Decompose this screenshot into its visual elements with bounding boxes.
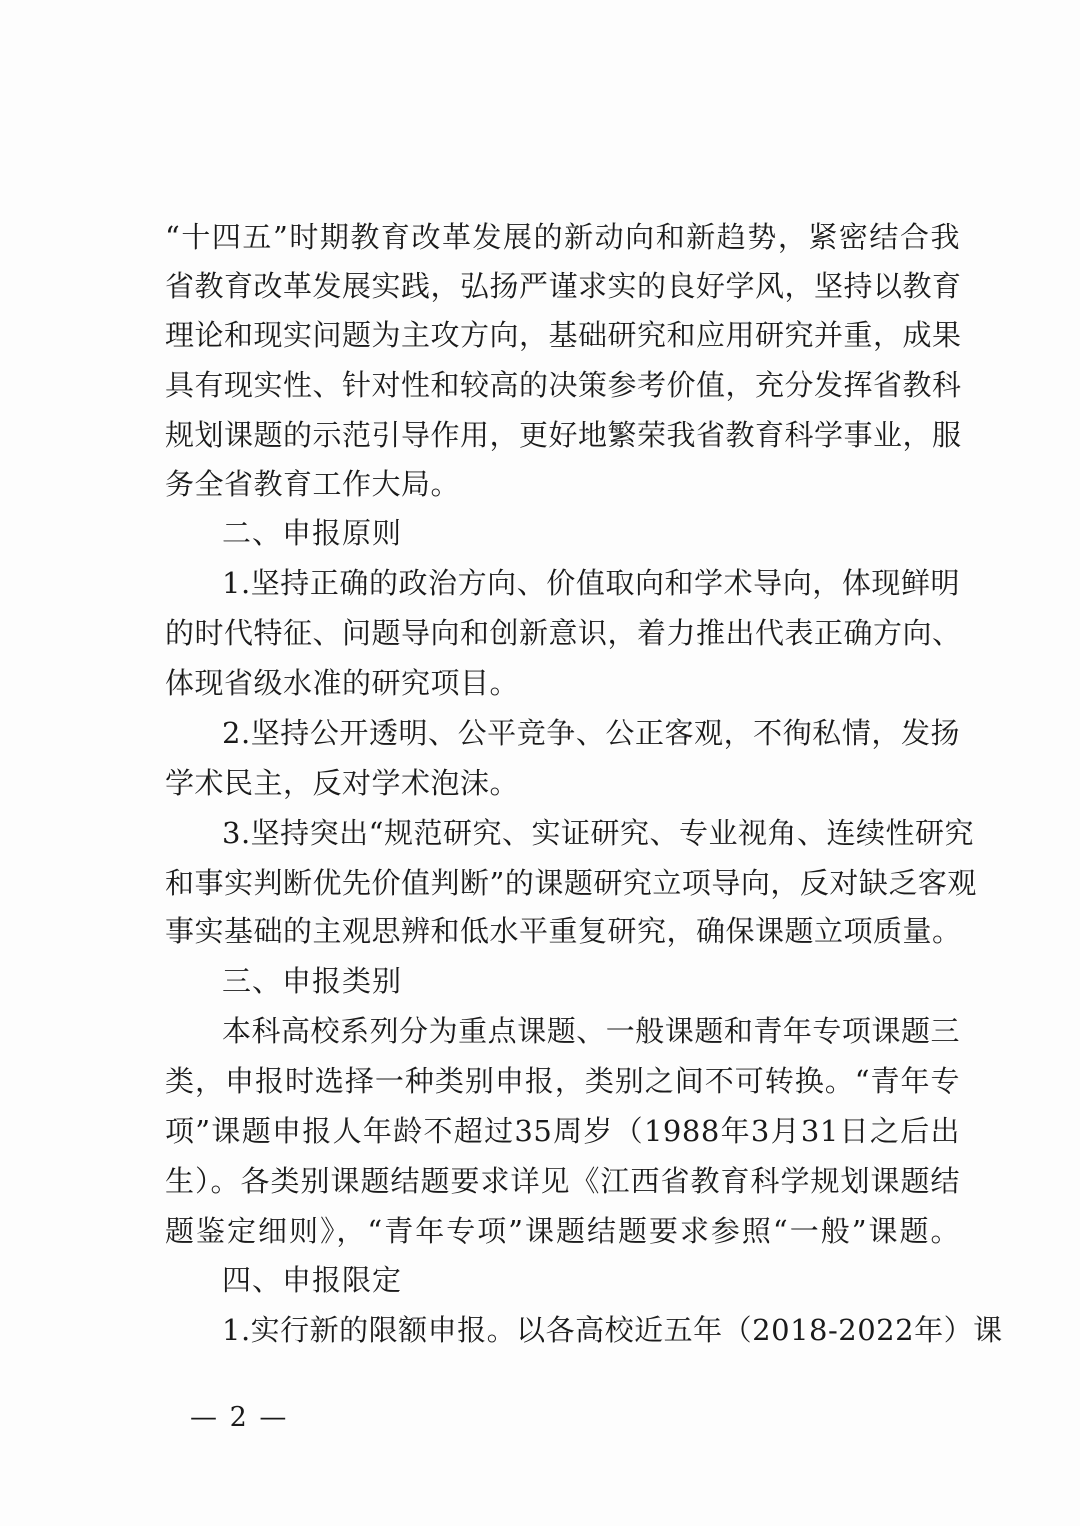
body-line: 学术民主，反对学术泡沫。 — [165, 766, 520, 800]
body-line: 本科高校系列分为重点课题、一般课题和青年专项课题三 — [222, 1014, 960, 1048]
body-line: 省教育改革发展实践，弘扬严谨求实的良好学风，坚持以教育 — [165, 269, 962, 303]
section-heading-limits: 四、申报限定 — [222, 1263, 403, 1297]
body-line: 务全省教育工作大局。 — [165, 467, 461, 501]
body-line: 生）。各类别课题结题要求详见《江西省教育科学规划课题结 — [165, 1164, 960, 1198]
body-line: 理论和现实问题为主攻方向，基础研究和应用研究并重，成果 — [165, 318, 962, 352]
body-line: “十四五”时期教育改革发展的新动向和新趋势，紧密结合我 — [165, 220, 960, 254]
body-line: 1.坚持正确的政治方向、价值取向和学术导向，体现鲜明 — [222, 566, 960, 600]
body-line: 具有现实性、针对性和较高的决策参考价值，充分发挥省教科 — [165, 368, 962, 402]
body-line: 规划课题的示范引导作用，更好地繁荣我省教育科学事业，服 — [165, 418, 962, 452]
body-line: 的时代特征、问题导向和创新意识，着力推出代表正确方向、 — [165, 616, 962, 650]
section-heading-principles: 二、申报原则 — [222, 516, 403, 550]
body-line: 事实基础的主观思辨和低水平重复研究，确保课题立项质量。 — [165, 914, 962, 948]
body-line: 题鉴定细则》，“青年专项”课题结题要求参照“一般”课题。 — [165, 1214, 960, 1248]
body-line: 体现省级水准的研究项目。 — [165, 666, 520, 700]
section-heading-categories: 三、申报类别 — [222, 964, 403, 998]
body-line: 项”课题申报人年龄不超过35周岁（1988年3月31日之后出 — [165, 1114, 960, 1148]
body-line: 3.坚持突出“规范研究、实证研究、专业视角、连续性研究 — [222, 816, 974, 850]
page-number: — 2 — — [190, 1402, 289, 1433]
body-line: 和事实判断优先价值判断”的课题研究立项导向，反对缺乏客观 — [165, 866, 977, 900]
body-line: 类，申报时选择一种类别申报，类别之间不可转换。“青年专 — [165, 1064, 960, 1098]
body-line: 1.实行新的限额申报。以各高校近五年（2018-2022年）课 — [222, 1313, 1003, 1347]
body-line: 2.坚持公开透明、公平竞争、公正客观，不徇私情，发扬 — [222, 716, 960, 750]
